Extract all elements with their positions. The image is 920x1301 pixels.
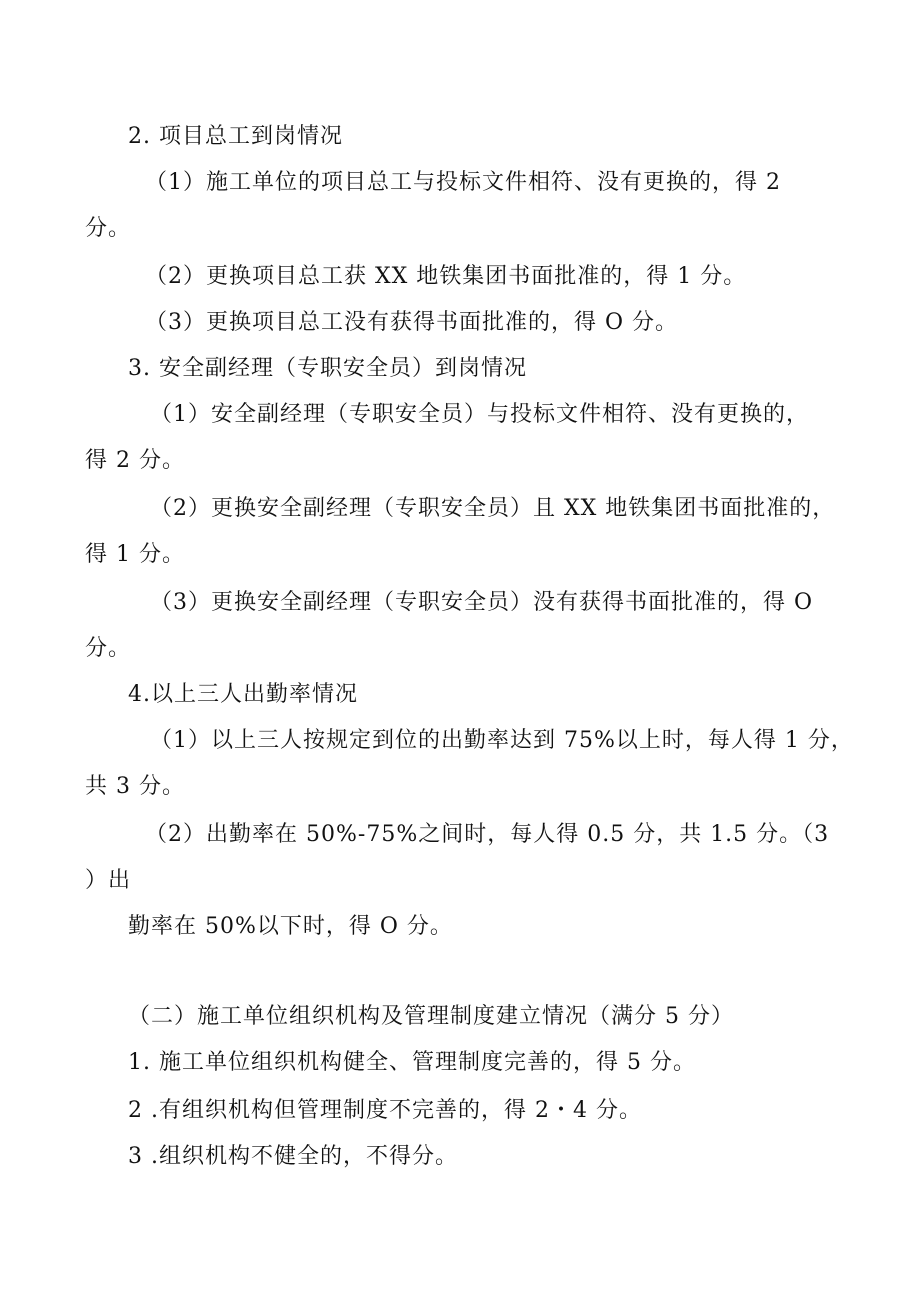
paragraph-line: （2）出勤率在 50%-75%之间时，每人得 0.5 分，共 1.5 分。（3 (145, 822, 830, 847)
section-heading-sub-2: （二）施工单位组织机构及管理制度建立情况（满分 5 分） (128, 1004, 734, 1029)
paragraph-line: 3 .组织机构不健全的，不得分。 (128, 1144, 458, 1169)
paragraph-line: （3）更换项目总工没有获得书面批准的，得 O 分。 (145, 310, 679, 335)
paragraph-line: 分。 (85, 636, 132, 661)
paragraph-line: 1. 施工单位组织机构健全、管理制度完善的，得 5 分。 (128, 1050, 696, 1075)
section-heading-4: 4.以上三人出勤率情况 (128, 682, 358, 707)
paragraph-line: 勤率在 50%以下时，得 O 分。 (128, 914, 453, 939)
paragraph-line: ）出 (85, 868, 132, 893)
paragraph-line: （1）安全副经理（专职安全员）与投标文件相符、没有更换的， (150, 402, 809, 427)
paragraph-line: （1）施工单位的项目总工与投标文件相符、没有更换的，得 2 (145, 170, 781, 195)
paragraph-line: 得 2 分。 (85, 448, 185, 473)
section-heading-2: 2. 项目总工到岗情况 (128, 124, 343, 149)
section-heading-3: 3. 安全副经理（专职安全员）到岗情况 (128, 356, 527, 381)
paragraph-line: 得 1 分。 (85, 542, 185, 567)
paragraph-line: 共 3 分。 (85, 774, 185, 799)
paragraph-line: 2 .有组织机构但管理制度不完善的，得 2・4 分。 (128, 1098, 642, 1123)
paragraph-line: （2）更换项目总工获 XX 地铁集团书面批准的，得 1 分。 (145, 264, 747, 289)
paragraph-line: （1）以上三人按规定到位的出勤率达到 75%以上时，每人得 1 分， (150, 728, 854, 753)
paragraph-line: 分。 (85, 216, 132, 241)
paragraph-line: （2）更换安全副经理（专职安全员）且 XX 地铁集团书面批准的， (150, 496, 836, 521)
paragraph-line: （3）更换安全副经理（专职安全员）没有获得书面批准的，得 O (150, 590, 814, 615)
